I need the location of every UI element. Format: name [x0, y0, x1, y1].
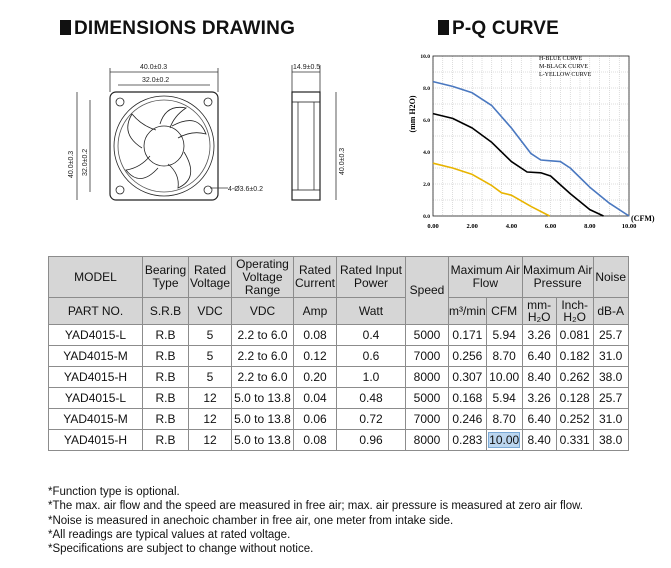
th-inchh2o: Inch-H₂O	[556, 298, 593, 325]
th-operating-voltage: Operating Voltage Range	[232, 257, 294, 298]
table-cell[interactable]: 5.94	[486, 325, 522, 346]
table-cell[interactable]: 31.0	[593, 346, 628, 367]
table-row	[49, 430, 629, 451]
fan-frame	[110, 92, 218, 200]
table-cell[interactable]: YAD4015-L	[49, 388, 143, 409]
table-cell[interactable]: 10.00	[486, 367, 522, 388]
table-cell[interactable]: 25.7	[593, 325, 628, 346]
y-tick-label: 2.0	[423, 182, 430, 188]
table-cell[interactable]: 0.171	[449, 325, 487, 346]
table-row	[49, 325, 629, 346]
table-cell[interactable]: 0.262	[556, 367, 593, 388]
y-tick-label: 6.0	[423, 118, 430, 124]
table-cell[interactable]: 0.081	[556, 325, 593, 346]
table-cell[interactable]: 6.40	[522, 346, 556, 367]
th-vdc-range: VDC	[232, 298, 294, 325]
th-dba: dB-A	[593, 298, 628, 325]
legend-entry-black: M-BLACK CURVE	[539, 64, 589, 70]
table-cell[interactable]: R.B	[143, 409, 189, 430]
th-rated-voltage: Rated Voltage	[189, 257, 232, 298]
table-subheader-row	[49, 298, 629, 325]
fan-side-flange	[292, 190, 320, 200]
table-cell[interactable]: R.B	[143, 325, 189, 346]
table-cell[interactable]: YAD4015-H	[49, 430, 143, 451]
pq-curve-title: P-Q CURVE	[438, 18, 559, 40]
table-cell[interactable]: 5.0 to 13.8	[232, 388, 294, 409]
table-cell[interactable]: 0.252	[556, 409, 593, 430]
table-cell[interactable]: 2.2 to 6.0	[232, 325, 294, 346]
table-cell[interactable]: YAD4015-H	[49, 367, 143, 388]
table-cell[interactable]: 0.72	[337, 409, 406, 430]
table-cell[interactable]: 1.0	[337, 367, 406, 388]
mount-hole	[204, 98, 212, 106]
table-cell[interactable]: 7000	[406, 409, 449, 430]
fan-shroud	[114, 96, 214, 196]
note-line: *Noise is measured in anechoic chamber in free air, one meter from intake side.	[48, 514, 454, 527]
spec-table	[48, 256, 629, 451]
chart-legend	[539, 56, 592, 78]
table-cell[interactable]: 0.128	[556, 388, 593, 409]
table-cell[interactable]: 0.4	[337, 325, 406, 346]
mount-hole	[116, 98, 124, 106]
th-model: MODEL	[49, 257, 143, 298]
th-mmh2o: mm-H₂O	[522, 298, 556, 325]
series-line-yellow	[433, 163, 550, 216]
dimensions-drawing	[60, 50, 390, 230]
x-tick-label: 4.00	[505, 223, 518, 230]
th-noise: Noise	[593, 257, 628, 298]
table-row	[49, 367, 629, 388]
table-cell[interactable]: 0.182	[556, 346, 593, 367]
table-cell[interactable]: 0.307	[449, 367, 487, 388]
table-cell[interactable]: 5	[189, 346, 232, 367]
th-part-no: PART NO.	[49, 298, 143, 325]
table-cell[interactable]: 0.20	[294, 367, 337, 388]
table-cell[interactable]: 5000	[406, 325, 449, 346]
table-cell[interactable]: 5.0 to 13.8	[232, 430, 294, 451]
table-cell[interactable]: 0.06	[294, 409, 337, 430]
dim-width-label: 40.0±0.3	[140, 64, 168, 71]
fan-side-body	[292, 92, 320, 200]
note-line: *The max. air flow and the speed are measured in free air; max. air pressure is measured at zero air flow.	[48, 500, 583, 513]
x-tick-label: 2.00	[466, 223, 478, 230]
table-cell[interactable]: 0.08	[294, 430, 337, 451]
legend-entry-yellow: L-YELLOW CURVE	[539, 72, 592, 78]
note-line: *All readings are typical values at rated voltage.	[48, 528, 291, 541]
table-cell[interactable]: 0.04	[294, 388, 337, 409]
table-cell[interactable]: 3.26	[522, 325, 556, 346]
table-cell[interactable]: 12	[189, 388, 232, 409]
table-body	[49, 325, 629, 451]
th-max-air-flow: Maximum Air Flow	[449, 257, 523, 298]
chart-y-label: (mm H2O)	[408, 95, 417, 133]
table-cell[interactable]: 0.48	[337, 388, 406, 409]
th-bearing: Bearing Type	[143, 257, 189, 298]
dim-side-height-label: 40.0±0.3	[339, 147, 346, 175]
table-row	[49, 388, 629, 409]
table-cell[interactable]: 5.94	[486, 388, 522, 409]
table-cell[interactable]: 38.0	[593, 430, 628, 451]
table-row	[49, 346, 629, 367]
th-m3min: m³/min	[449, 298, 487, 325]
x-tick-label: 10.00	[621, 223, 637, 230]
table-cell[interactable]: 8000	[406, 367, 449, 388]
fan-blades	[126, 107, 206, 188]
table-cell[interactable]: 0.96	[337, 430, 406, 451]
mount-hole	[204, 186, 212, 194]
th-rated-current: Rated Current	[294, 257, 337, 298]
table-cell[interactable]: 0.12	[294, 346, 337, 367]
note-line: *Specifications are subject to change without notice.	[48, 543, 314, 556]
table-cell[interactable]: 8.40	[522, 367, 556, 388]
chart-grid	[433, 56, 629, 216]
dimensions-title: DIMENSIONS DRAWING	[60, 18, 295, 40]
table-cell[interactable]: 5000	[406, 388, 449, 409]
table-row	[49, 409, 629, 430]
fan-side-flange	[292, 92, 320, 102]
table-cell[interactable]: 0.256	[449, 346, 487, 367]
table-cell[interactable]: 3.26	[522, 388, 556, 409]
th-watt: Watt	[337, 298, 406, 325]
table-header-row	[49, 257, 629, 298]
table-cell[interactable]	[486, 430, 522, 451]
x-tick-label: 6.00	[544, 223, 557, 230]
dim-hole-spacing-label: 32.0±0.2	[142, 77, 170, 84]
table-cell[interactable]: 7000	[406, 346, 449, 367]
th-max-air-pressure: Maximum Air Pressure	[522, 257, 593, 298]
y-tick-label: 0.0	[423, 214, 430, 220]
square-bullet-icon	[438, 20, 449, 35]
table-cell[interactable]: 31.0	[593, 409, 628, 430]
table-cell[interactable]: R.B	[143, 388, 189, 409]
table-cell[interactable]: 8.40	[522, 430, 556, 451]
x-tick-label: 8.00	[584, 223, 596, 230]
dim-thickness-label: 14.9±0.5	[293, 64, 321, 71]
table-cell[interactable]: 12	[189, 409, 232, 430]
table-cell[interactable]: YAD4015-M	[49, 346, 143, 367]
table-cell[interactable]: R.B	[143, 346, 189, 367]
th-amp: Amp	[294, 298, 337, 325]
note-line: *Function type is optional.	[48, 486, 180, 498]
legend-entry-blue: H-BLUE CURVE	[539, 56, 583, 62]
table-cell[interactable]: 25.7	[593, 388, 628, 409]
dim-holes-label: 4-Ø3.6±0.2	[228, 186, 263, 193]
table-cell[interactable]: YAD4015-L	[49, 325, 143, 346]
th-input-power: Rated Input Power	[337, 257, 406, 298]
table-cell[interactable]: R.B	[143, 367, 189, 388]
dim-hole-v-label: 32.0±0.2	[82, 148, 89, 176]
y-tick-label: 10.0	[420, 54, 430, 60]
y-tick-label: 8.0	[423, 86, 430, 92]
table-cell[interactable]: R.B	[143, 430, 189, 451]
table-cell[interactable]: 12	[189, 430, 232, 451]
selected-cell-highlight: 10.00	[489, 433, 520, 447]
table-cell[interactable]: 8.70	[486, 409, 522, 430]
table-cell[interactable]: 6.40	[522, 409, 556, 430]
table-cell[interactable]: 5.0 to 13.8	[232, 409, 294, 430]
mount-hole	[116, 186, 124, 194]
table-cell[interactable]: 0.6	[337, 346, 406, 367]
fan-hub	[144, 126, 184, 166]
table-cell[interactable]: 2.2 to 6.0	[232, 346, 294, 367]
table-cell[interactable]: 0.331	[556, 430, 593, 451]
dim-height-label: 40.0±0.3	[68, 150, 75, 178]
th-speed: Speed	[406, 257, 449, 325]
table-cell[interactable]: 8.70	[486, 346, 522, 367]
pq-curve-chart	[403, 50, 671, 240]
table-cell[interactable]: 2.2 to 6.0	[232, 367, 294, 388]
th-cfm: CFM	[486, 298, 522, 325]
table-cell[interactable]: 0.246	[449, 409, 487, 430]
x-tick-label: 0.00	[427, 223, 439, 230]
chart-x-label: (CFM)	[631, 214, 655, 223]
table-cell[interactable]: 0.283	[449, 430, 487, 451]
y-tick-label: 4.0	[423, 150, 430, 156]
square-bullet-icon	[60, 20, 71, 35]
table-cell[interactable]: 5	[189, 325, 232, 346]
table-cell[interactable]: 0.08	[294, 325, 337, 346]
th-srb: S.R.B	[143, 298, 189, 325]
table-cell[interactable]: YAD4015-M	[49, 409, 143, 430]
table-cell[interactable]: 8000	[406, 430, 449, 451]
series-line-black	[433, 114, 604, 216]
table-cell[interactable]: 0.168	[449, 388, 487, 409]
table-cell[interactable]: 38.0	[593, 367, 628, 388]
footnotes	[48, 485, 583, 556]
table-cell[interactable]: 5	[189, 367, 232, 388]
th-vdc: VDC	[189, 298, 232, 325]
